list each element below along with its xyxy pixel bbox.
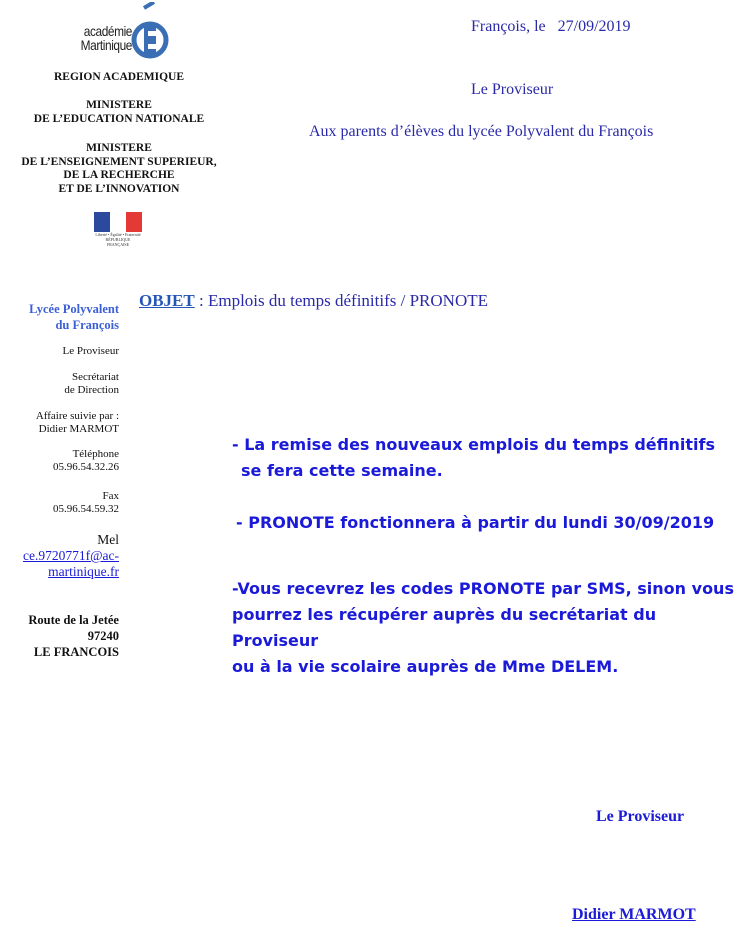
address-line: 97240 [87, 629, 119, 643]
sidebar-mail [23, 532, 119, 580]
body-line: se fera cette semaine. [241, 461, 443, 480]
subject-label: OBJET [139, 291, 195, 310]
phone-value: 05.96.54.32.26 [53, 461, 119, 473]
ministry-line: ET DE L’INNOVATION [58, 182, 180, 195]
body-paragraph-1 [232, 432, 715, 484]
ministry-education [0, 99, 238, 126]
subject [139, 291, 488, 311]
place: François, le [471, 18, 546, 35]
sender: Le Proviseur [471, 81, 554, 98]
line: de Direction [64, 384, 119, 396]
school-line: du François [55, 318, 119, 332]
signature-title: Le Proviseur [596, 808, 685, 825]
logo-line1: académie [83, 23, 132, 39]
place-date [471, 18, 631, 36]
sidebar-role: Le Proviseur [62, 345, 119, 357]
ministry-line: DE L’EDUCATION NATIONALE [33, 112, 205, 125]
school-line: Lycée Polyvalent [29, 302, 119, 316]
recipient: Aux parents d’élèves du lycée Polyvalent du François [309, 123, 654, 140]
sidebar-followed-by [36, 410, 119, 436]
logo-line2: Martinique [80, 37, 132, 53]
mail-line: ce.9720771f@ac- [22, 548, 119, 563]
republique-francaise-logo [94, 212, 142, 246]
ministry-line: DE LA RECHERCHE [63, 169, 175, 181]
mail-line: martinique.fr [48, 564, 119, 579]
date: 27/09/2019 [557, 18, 631, 35]
ministry-line: MINISTERE [86, 99, 152, 111]
sidebar-phone [53, 448, 119, 474]
sidebar-address [28, 612, 119, 660]
academie-logo [66, 2, 170, 68]
flag-caption: Liberté • Égalité • Fraternité [95, 232, 141, 237]
ministry-line: DE L’ENSEIGNEMENT SUPERIEUR, [21, 155, 217, 168]
mail-label: Mel [97, 532, 119, 547]
school-name [29, 301, 119, 333]
logo-e-mark [130, 2, 170, 68]
mail-link[interactable] [23, 548, 119, 579]
sidebar-secretariat [64, 371, 119, 397]
flag-caption: RÉPUBLIQUE FRANÇAISE [105, 237, 131, 247]
fax-value: 05.96.54.59.32 [53, 503, 119, 515]
line: Didier MARMOT [38, 423, 119, 435]
body-line: - La remise des nouveaux emplois du temps définitifs [232, 435, 715, 454]
body-line: -Vous recevrez les codes PRONOTE par SMS, sinon vous [232, 579, 734, 598]
body-paragraph-3 [232, 576, 743, 680]
body-line: pourrez les récupérer auprès du secrétariat du Proviseur [232, 605, 657, 650]
signature-name: Didier MARMOT [572, 906, 696, 923]
body-paragraph-2: - PRONOTE fonctionnera à partir du lundi 30/09/2019 [236, 513, 715, 532]
line: Secrétariat [71, 371, 119, 383]
line: Affaire suivie par : [35, 410, 119, 422]
region-academique: REGION ACADEMIQUE [53, 71, 185, 83]
ministry-higher-education [0, 142, 238, 196]
ministry-line: MINISTERE [86, 142, 152, 154]
phone-label: Téléphone [72, 448, 119, 460]
body-line: ou à la vie scolaire auprès de Mme DELEM. [232, 657, 619, 676]
subject-text: : Emplois du temps définitifs / PRONOTE [194, 291, 488, 310]
sidebar-fax [53, 490, 119, 516]
address-line: LE FRANCOIS [33, 645, 119, 659]
address-line: Route de la Jetée [28, 613, 119, 627]
fax-label: Fax [102, 490, 119, 502]
